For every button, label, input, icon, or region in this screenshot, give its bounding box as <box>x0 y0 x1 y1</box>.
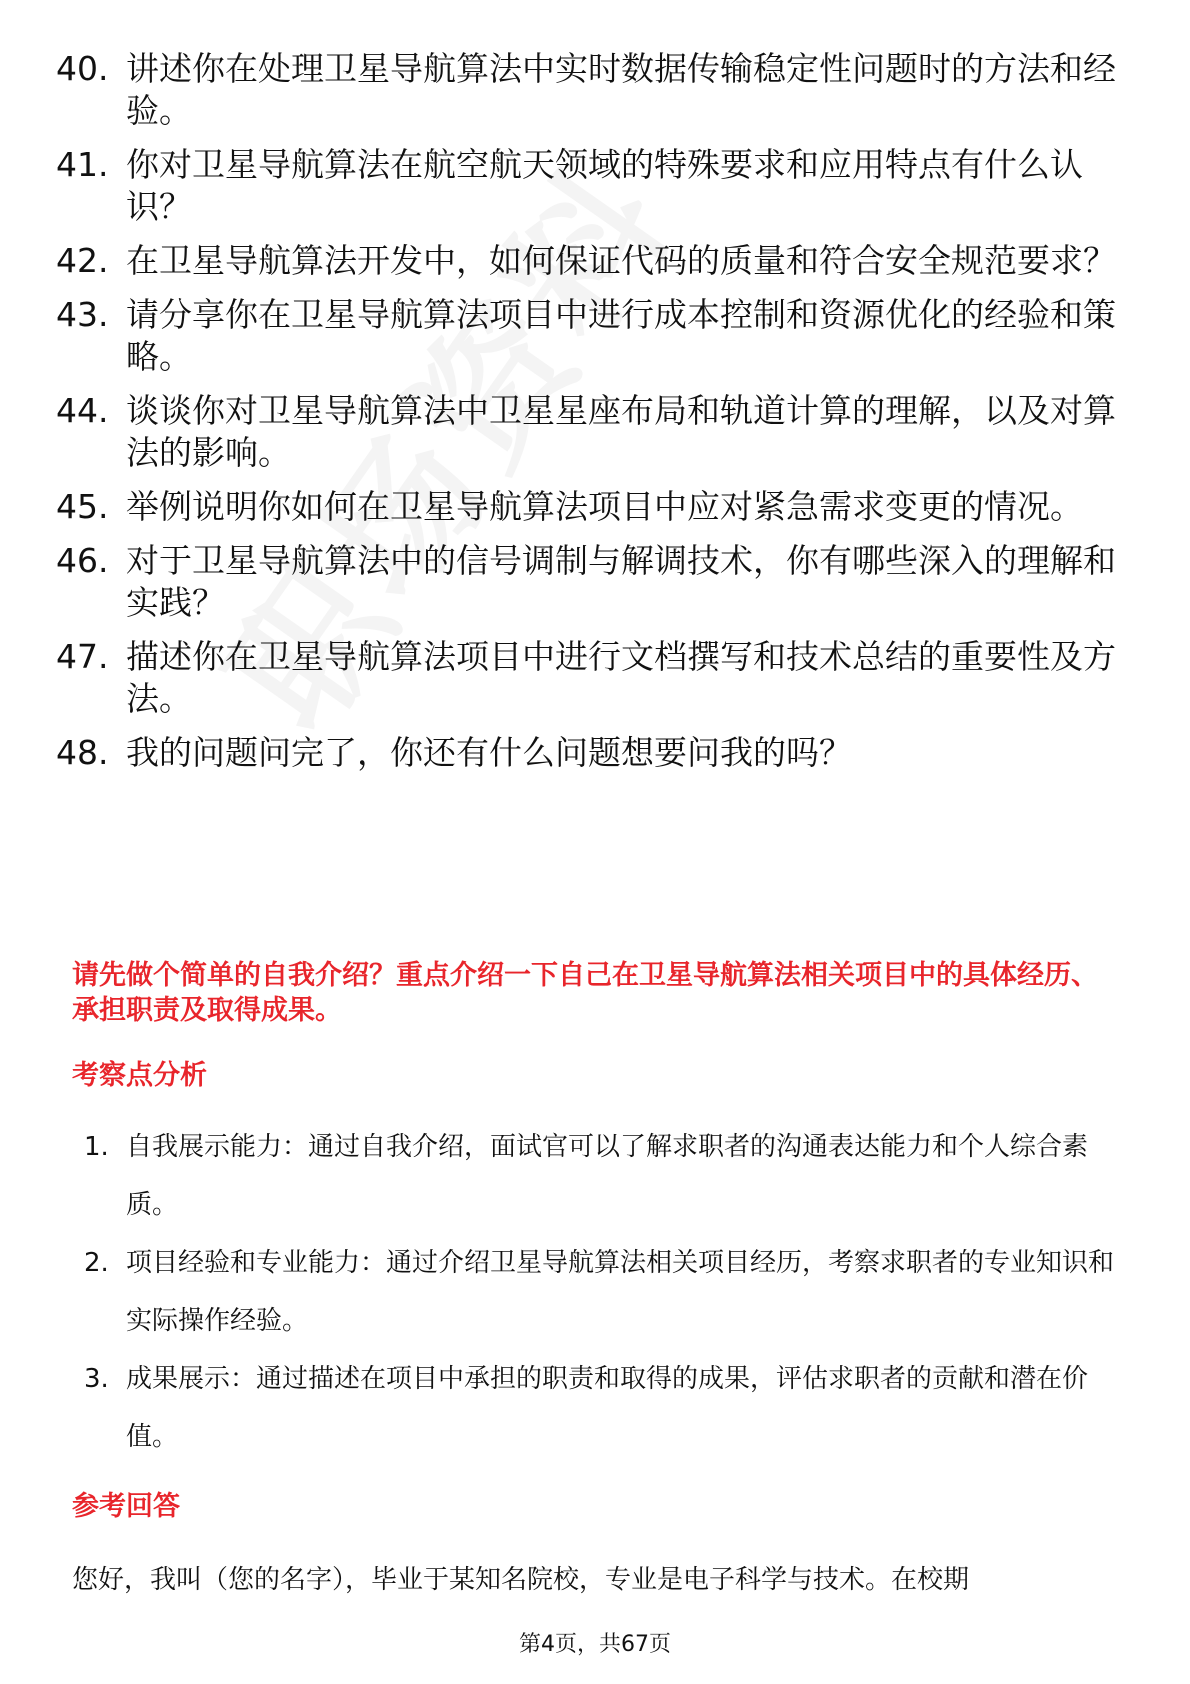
question-item <box>56 240 1126 282</box>
question-text: 描述你在卫星导航算法项目中进行文档撰写和技术总结的重要性及方法。 <box>126 637 1116 718</box>
question-number: 41. <box>56 145 109 184</box>
question-text: 我的问题问完了，你还有什么问题想要问我的吗？ <box>126 733 852 772</box>
question-number: 44. <box>56 391 109 430</box>
question-number: 48. <box>56 733 109 772</box>
question-text: 谈谈你对卫星导航算法中卫星星座布局和轨道计算的理解，以及对算法的影响。 <box>126 391 1116 472</box>
question-number: 46. <box>56 541 109 580</box>
question-item <box>56 390 1126 474</box>
analysis-text: 项目经验和专业能力：通过介绍卫星导航算法相关项目经历，考察求职者的专业知识和实际操作经验。 <box>126 1248 1115 1336</box>
question-number: 45. <box>56 487 109 526</box>
analysis-text: 成果展示：通过描述在项目中承担的职责和取得的成果，评估求职者的贡献和潜在价值。 <box>126 1364 1089 1452</box>
analysis-item <box>84 1350 1124 1466</box>
question-item <box>56 732 1126 774</box>
question-list <box>56 48 1126 786</box>
analysis-heading: 考察点分析 <box>72 1060 207 1091</box>
question-item <box>56 636 1126 720</box>
analysis-list <box>84 1118 1124 1466</box>
question-number: 42. <box>56 241 109 280</box>
question-text: 在卫星导航算法开发中，如何保证代码的质量和符合安全规范要求？ <box>126 241 1116 280</box>
reference-heading: 参考回答 <box>72 1491 180 1522</box>
answer-paragraph: 您好，我叫（您的名字），毕业于某知名院校，专业是电子科学与技术。在校期 <box>72 1565 970 1595</box>
page-footer: 第4页，共67页 <box>519 1632 671 1657</box>
question-number: 40. <box>56 49 109 88</box>
analysis-number: 1. <box>84 1132 109 1162</box>
question-item <box>56 486 1126 528</box>
question-text: 举例说明你如何在卫星导航算法项目中应对紧急需求变更的情况。 <box>126 487 1083 526</box>
highlighted-question: 请先做个简单的自我介绍？重点介绍一下自己在卫星导航算法相关项目中的具体经历、承担职责及取得成果。 <box>72 960 1098 1026</box>
question-item <box>56 144 1126 228</box>
analysis-item <box>84 1118 1124 1234</box>
question-number: 47. <box>56 637 109 676</box>
analysis-text: 自我展示能力：通过自我介绍，面试官可以了解求职者的沟通表达能力和个人综合素质。 <box>126 1132 1089 1220</box>
analysis-number: 2. <box>84 1248 109 1278</box>
question-text: 讲述你在处理卫星导航算法中实时数据传输稳定性问题时的方法和经验。 <box>126 49 1116 130</box>
question-text: 对于卫星导航算法中的信号调制与解调技术，你有哪些深入的理解和实践？ <box>126 541 1116 622</box>
analysis-item <box>84 1234 1124 1350</box>
question-number: 43. <box>56 295 109 334</box>
question-item <box>56 540 1126 624</box>
question-text: 你对卫星导航算法在航空航天领域的特殊要求和应用特点有什么认识？ <box>126 145 1083 226</box>
question-item <box>56 294 1126 378</box>
question-text: 请分享你在卫星导航算法项目中进行成本控制和资源优化的经验和策略。 <box>126 295 1116 376</box>
question-item <box>56 48 1126 132</box>
analysis-number: 3. <box>84 1364 109 1394</box>
